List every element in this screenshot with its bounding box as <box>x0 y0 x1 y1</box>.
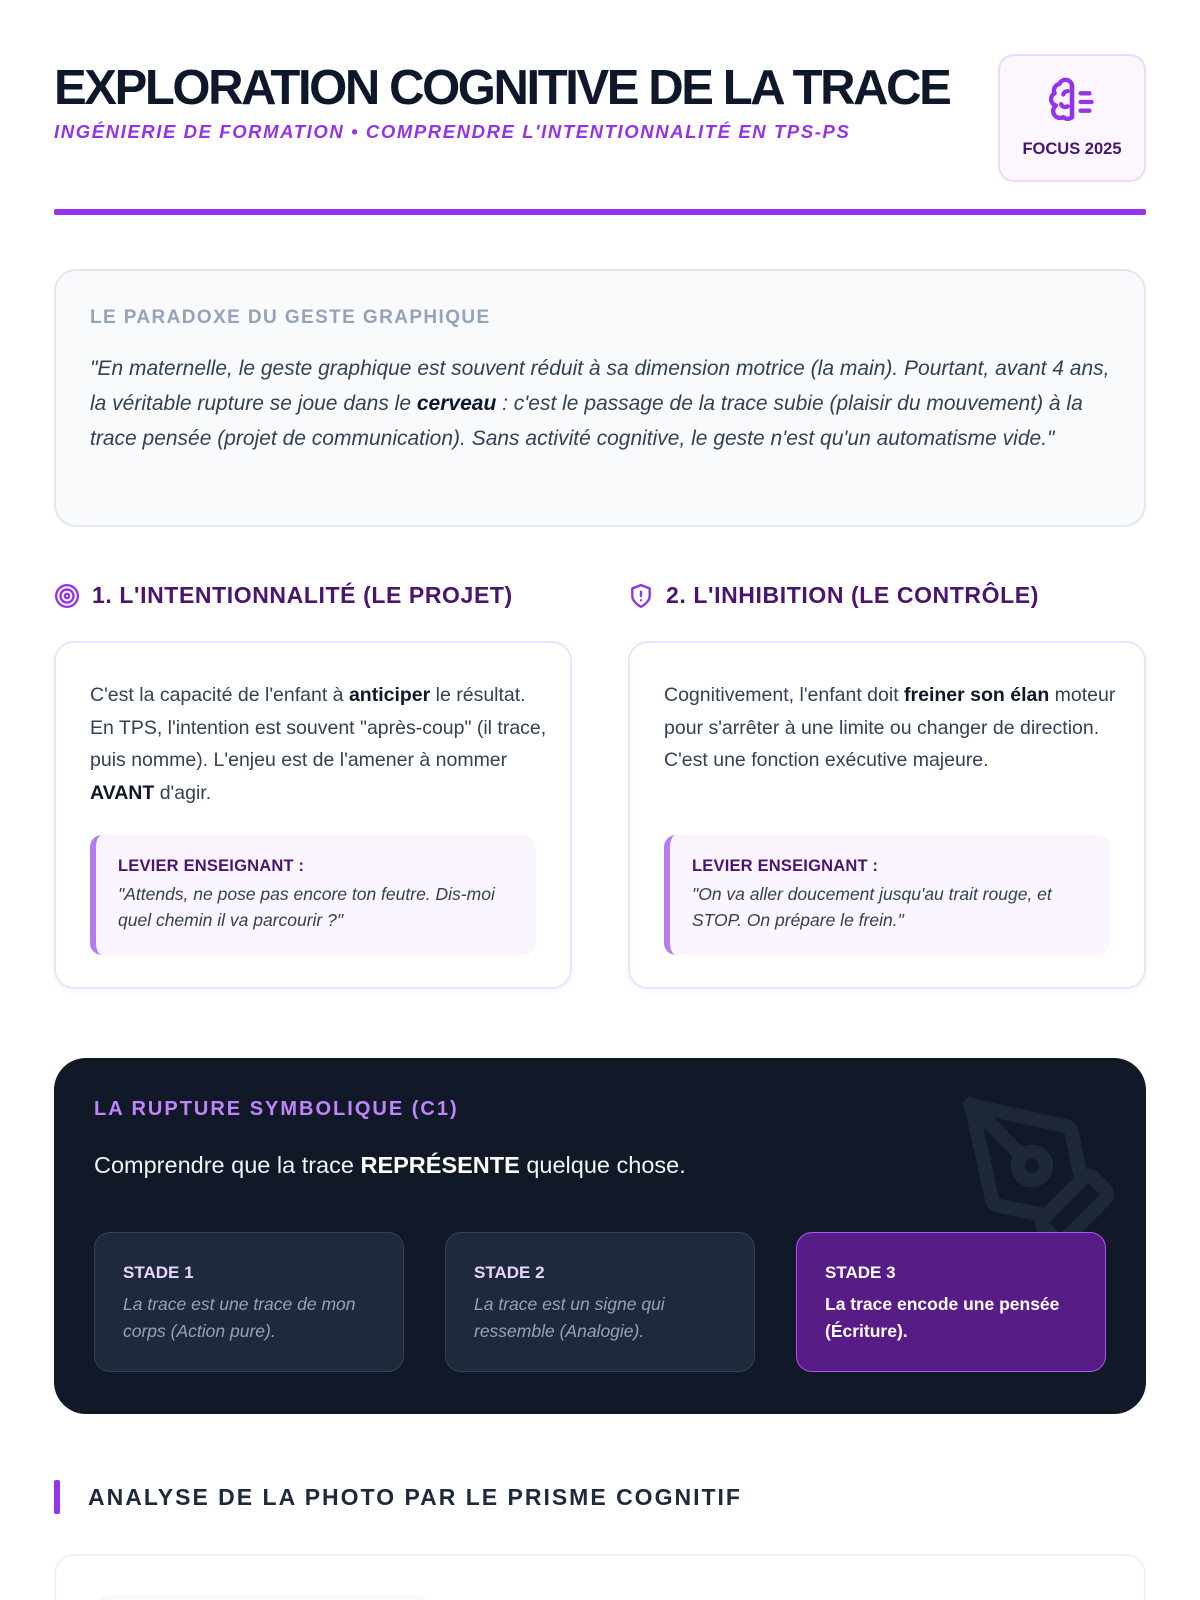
symbolic-kicker: LA RUPTURE SYMBOLIQUE (C1) <box>94 1098 459 1120</box>
card-text: C'est la capacité de l'enfant à <box>90 684 349 706</box>
brain-icon <box>1046 76 1098 128</box>
photo-analysis-card <box>54 1554 1146 1600</box>
paradox-quote-part-1: "En maternelle, le geste graphique est souvent réduit à sa dimension motrice (la main). Pourtant, avant 4 ans, la véritable rupture se joue dans le <box>90 357 1110 415</box>
heading-accent-bar <box>54 1480 60 1514</box>
stage-description: La trace est un signe qui ressemble (Analogie). <box>474 1294 665 1341</box>
section-heading-text: 1. L'INTENTIONNALITÉ (LE PROJET) <box>92 582 513 608</box>
header <box>54 52 1146 182</box>
stage-title: STADE 2 <box>474 1263 545 1282</box>
card-text: le résultat. En TPS, l'intention est souvent "après-coup" (il trace, puis nomme). L'enjeu est de l'amener à nommer <box>90 684 547 771</box>
focus-badge <box>998 54 1146 182</box>
card-bold: anticiper <box>348 684 431 706</box>
header-divider <box>54 209 1146 215</box>
lead-text: quelque chose. <box>519 1152 686 1178</box>
lever-title: LEVIER ENSEIGNANT : <box>118 857 305 875</box>
stage-title: STADE 1 <box>123 1263 194 1282</box>
page-title: EXPLORATION COGNITIVE DE LA TRACE <box>54 61 950 115</box>
lead-bold: REPRÉSENTE <box>360 1152 520 1178</box>
paradox-box <box>54 269 1146 527</box>
analysis-heading-text: ANALYSE DE LA PHOTO PAR LE PRISME COGNITIF <box>88 1484 742 1510</box>
stage-card-2 <box>445 1232 755 1372</box>
stage-description: La trace encode une pensée (Écriture). <box>825 1294 1060 1341</box>
card-body <box>90 679 550 809</box>
stage-card-3 <box>796 1232 1106 1372</box>
paradox-kicker: LE PARADOXE DU GESTE GRAPHIQUE <box>90 307 491 328</box>
lever-quote: "On va aller doucement jusqu'au trait rouge, et STOP. On prépare le frein." <box>692 884 1052 930</box>
card-text: Cognitivement, l'enfant doit <box>664 684 905 706</box>
symbolic-lead <box>94 1152 686 1179</box>
card-text: d'agir. <box>154 781 212 804</box>
lever-title: LEVIER ENSEIGNANT : <box>692 857 879 875</box>
paradox-quote-bold: cerveau <box>416 392 497 415</box>
card-bold: AVANT <box>90 781 155 804</box>
stage-card-1 <box>94 1232 404 1372</box>
card-bold: freiner son élan <box>904 684 1050 706</box>
stage-description: La trace est une trace de mon corps (Action pure). <box>123 1294 356 1341</box>
lever-quote: "Attends, ne pose pas encore ton feutre. Dis-moi quel chemin il va parcourir ?" <box>118 884 495 930</box>
teacher-lever-box <box>90 835 536 955</box>
card-body <box>664 679 1124 777</box>
symbolic-rupture-panel <box>54 1058 1146 1414</box>
shield-alert-icon <box>628 583 654 609</box>
paradox-quote-part-2: : c'est le passage de la trace subie (plaisir du mouvement) à la trace pensée (projet de communication). Sans activité cognitive, le geste n'est qu'un automatisme vide." <box>90 392 1083 450</box>
card-text: moteur pour s'arrêter à une limite ou changer de direction. C'est une fonction exécutive majeure. <box>664 684 1116 771</box>
focus-badge-label: FOCUS 2025 <box>1022 140 1122 158</box>
target-icon <box>54 583 80 609</box>
section-heading-text: 2. L'INHIBITION (LE CONTRÔLE) <box>666 582 1039 608</box>
photo-analysis-placeholder <box>96 1594 430 1600</box>
stage-title: STADE 3 <box>825 1263 896 1282</box>
card-intentionnalite <box>54 641 572 989</box>
card-inhibition <box>628 641 1146 989</box>
lead-text: Comprendre que la trace <box>94 1152 361 1178</box>
teacher-lever-box <box>664 835 1110 955</box>
paradox-quote <box>90 351 1120 456</box>
page-subtitle: INGÉNIERIE DE FORMATION • COMPRENDRE L'INTENTIONNALITÉ EN TPS-PS <box>54 121 851 142</box>
